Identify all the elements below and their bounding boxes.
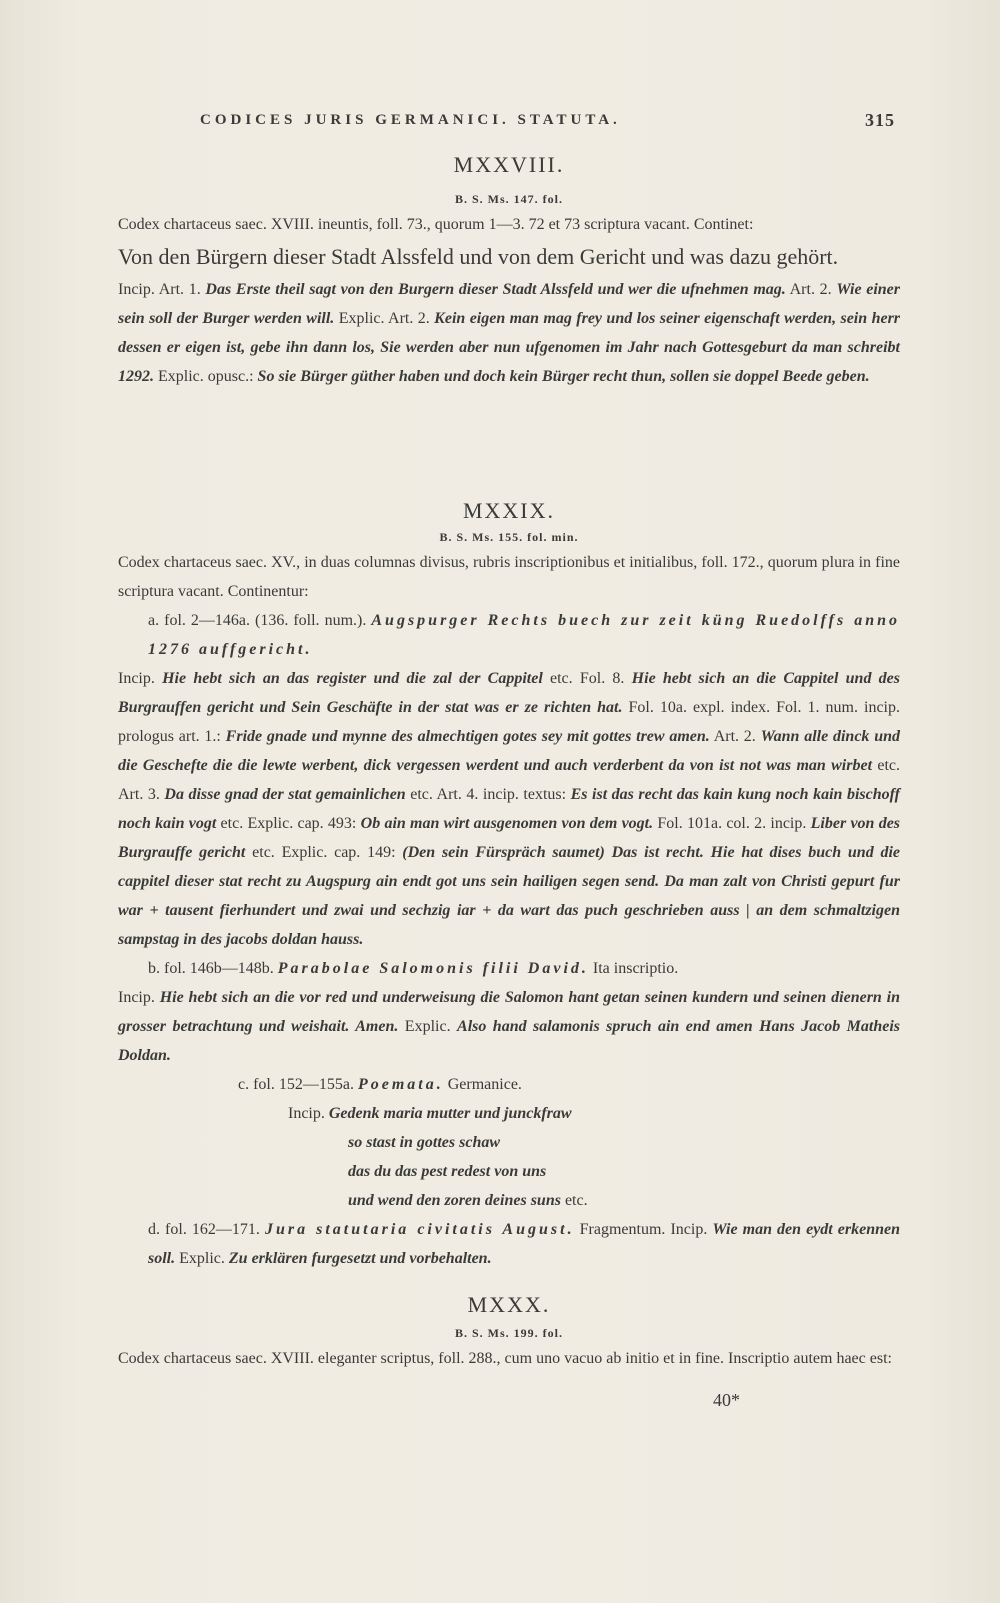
running-title: CODICES JURIS GERMANICI. STATUTA. xyxy=(200,112,621,128)
poem-line: das du das pest redest von uns xyxy=(348,1163,547,1180)
italic-quote: Hie hebt sich an das register und die zal der Cappitel xyxy=(162,670,543,687)
italic-quote: Da disse gnad der stat gemainlichen xyxy=(164,786,406,803)
shelfmark-1028: B. S. Ms. 147. fol. xyxy=(454,192,563,206)
italic-quote: Ob ain man wirt ausgenomen von dem vogt. xyxy=(360,815,654,832)
annotation-text: etc. Explic. cap. 149: xyxy=(245,844,403,861)
annotation-text: Fol. 101a. col. 2. incip. xyxy=(653,815,811,832)
annotation-text: Fol. 10a. expl. index. Fol. 1. num. incip. prologus art. 1.: xyxy=(118,699,900,745)
running-header xyxy=(200,112,895,129)
italic-quote: Also hand salamonis spruch ain end amen Hans Jacob Matheis Doldan. xyxy=(118,1018,901,1064)
shelfmark-1030: B. S. Ms. 199. fol. xyxy=(454,1326,563,1340)
annotation-text: Art. 2. xyxy=(709,728,761,745)
work-title: Von den Bürgern dieser Stadt Alssfeld und von dem Gericht und was dazu gehört. xyxy=(118,244,839,269)
annotation-text: Incip. xyxy=(118,989,160,1006)
poem-line: Incip. Gedenk maria mutter und junckfraw xyxy=(288,1105,572,1122)
italic-quote: Fride gnade und mynne des almechtigen gotes sey mit gottes trew amen. xyxy=(225,728,710,745)
poem-line: und wend den zoren deines suns etc. xyxy=(348,1192,588,1209)
signature-mark: 40* xyxy=(713,1390,740,1410)
italic-quote: Es ist das recht das kain kung noch kain bischoff noch kain vogt xyxy=(118,786,901,832)
incipit-explicit: Incip. Art. 1. Das Erste theil sagt von den Burgern dieser Stadt Alssfeld und wer die ufnehmen mag. Art. 2. Wie einer sein soll der Burger werden will. Explic. Art. 2. Kein eigen man mag frey und los seiner eigenschaft werden, sein herr dessen er eigen ist, gebe ihn dann los, Sie werden aber nun ufgenomen im Jahr nach Gottesgeburt da man schreibt 1292. Explic. opusc.: So sie Bürger güther haben und doch kein Bürger recht thun, sollen sie doppel Beede geben. xyxy=(118,281,901,385)
entry-number-1028: MXXVIII. xyxy=(453,152,565,177)
part-c-poem xyxy=(118,1099,900,1215)
part-c-heading: c. fol. 152—155a. Poemata. Germanice. xyxy=(238,1076,522,1093)
italic-quote: Hie hebt sich an die vor red und underweisung die Salomon hant getan seinen kundern und seinen dienern in grosser betrachtung und weishait. Amen. xyxy=(118,989,900,1035)
italic-quote: Hie hebt sich an die Cappitel und des Burgrauffen gericht und Sein Geschäfte in der stat was er ze richten hat. xyxy=(118,670,901,716)
page-number: 315 xyxy=(865,110,895,130)
annotation-text: etc. Art. 3. xyxy=(118,757,900,803)
poem-line: so stast in gottes schaw xyxy=(348,1134,501,1151)
part-b-heading: b. fol. 146b—148b. Parabolae Salomonis filii David. Ita inscriptio. xyxy=(148,960,679,977)
part-a-heading: a. fol. 2—146a. (136. foll. num.). Augspurger Rechts buech zur zeit küng Ruedolffs anno 1276 auffgericht. xyxy=(148,612,901,658)
italic-quote: Liber von des Burgrauffe gericht xyxy=(118,815,901,861)
annotation-text: etc. Fol. 8. xyxy=(542,670,632,687)
entry-number-1029: MXXIX. xyxy=(462,498,556,523)
annotation-text: Incip. xyxy=(118,670,163,687)
part-a-body xyxy=(118,664,900,954)
entry-number-1030: MXXX. xyxy=(467,1292,551,1317)
entry-1030 xyxy=(118,1344,900,1373)
codex-description: Codex chartaceus saec. XV., in duas columnas divisus, rubris inscriptionibus et initialibus, foll. 172., quorum plura in fine scriptura vacant. Continentur: xyxy=(118,554,900,600)
italic-quote: Wann alle dinck und die Geschefte die die lewte werbent, dick vergessen werdent und auch verderbent da von ist not was man wirbet xyxy=(118,728,901,774)
italic-quote: (Den sein Fürspräch saumet) Das ist recht. Hie hat dises buch und die cappitel dieser stat recht zu Augspurg ain endt got uns sein hailigen segen send. Da man zalt von Christi gepurt fur war + tausent fierhundert und zwai und sechzig iar + da wart das puch geschrieben auss | an dem schmaltzigen sampstag in des jacobs doldan hauss. xyxy=(118,844,901,948)
codex-description: Codex chartaceus saec. XVIII. ineuntis, foll. 73., quorum 1—3. 72 et 73 scriptura vacant. Continet: xyxy=(118,216,754,233)
annotation-text: etc. Explic. cap. 493: xyxy=(216,815,361,832)
annotation-text: etc. Art. 4. incip. textus: xyxy=(405,786,571,803)
annotation-text: Explic. xyxy=(398,1018,458,1035)
codex-description: Codex chartaceus saec. XVIII. eleganter scriptus, foll. 288., cum uno vacuo ab initio et in fine. Inscriptio autem haec est: xyxy=(118,1350,892,1367)
entry-1029 xyxy=(118,548,900,1273)
part-b-body xyxy=(118,983,900,1070)
entry-1028 xyxy=(118,210,900,391)
part-d: d. fol. 162—171. Jura statutaria civitatis August. Fragmentum. Incip. Wie man den eydt erkennen soll. Explic. Zu erklären furgesetzt und vorbehalten. xyxy=(148,1221,901,1267)
shelfmark-1029: B. S. Ms. 155. fol. min. xyxy=(439,530,579,544)
